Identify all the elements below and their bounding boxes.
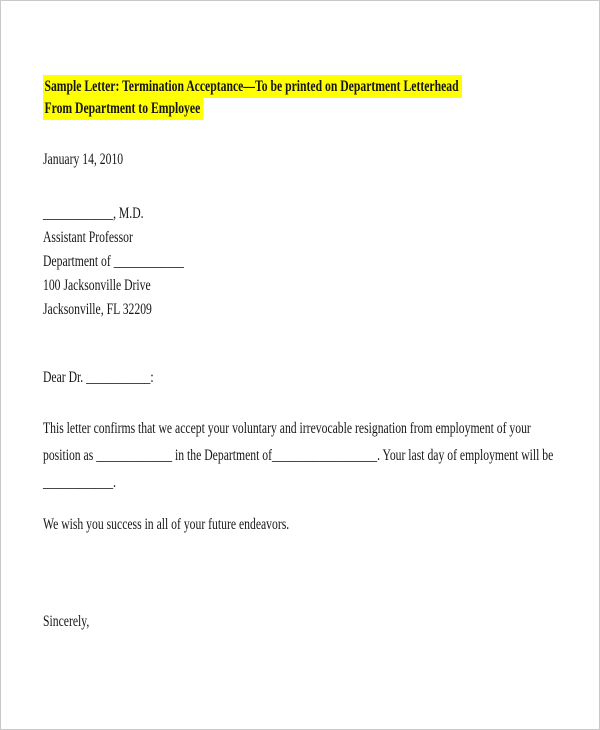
letter-heading xyxy=(43,76,559,120)
letter-content xyxy=(43,1,559,634)
heading-line xyxy=(43,98,559,120)
closing-line: We wish you success in all of your future endeavors. xyxy=(43,516,290,533)
recipient-name-line: ____________, M.D. xyxy=(43,205,144,222)
salutation-line: Dear Dr. ___________: xyxy=(43,369,154,386)
date-line: January 14, 2010 xyxy=(43,151,124,168)
body-line: ____________. xyxy=(43,474,116,491)
body-line: This letter confirms that we accept your voluntary and irrevocable resignation from employment of your xyxy=(43,420,531,437)
heading-highlight-line-1: Sample Letter: Termination Acceptance—To be printed on Department Letterhead xyxy=(43,75,462,98)
heading-highlight-line-2: From Department to Employee xyxy=(43,97,204,120)
recipient-department-line: Department of ____________ xyxy=(43,253,184,270)
recipient-city-line: Jacksonville, FL 32209 xyxy=(43,301,152,318)
signoff-line: Sincerely, xyxy=(43,613,90,630)
heading-line xyxy=(43,76,559,98)
body-paragraph xyxy=(43,415,559,496)
recipient-block xyxy=(43,202,559,322)
recipient-title-line: Assistant Professor xyxy=(43,229,133,246)
body-line: position as _____________ in the Department of__________________. Your last day of employment will be xyxy=(43,447,554,464)
recipient-street-line: 100 Jacksonville Drive xyxy=(43,277,151,294)
